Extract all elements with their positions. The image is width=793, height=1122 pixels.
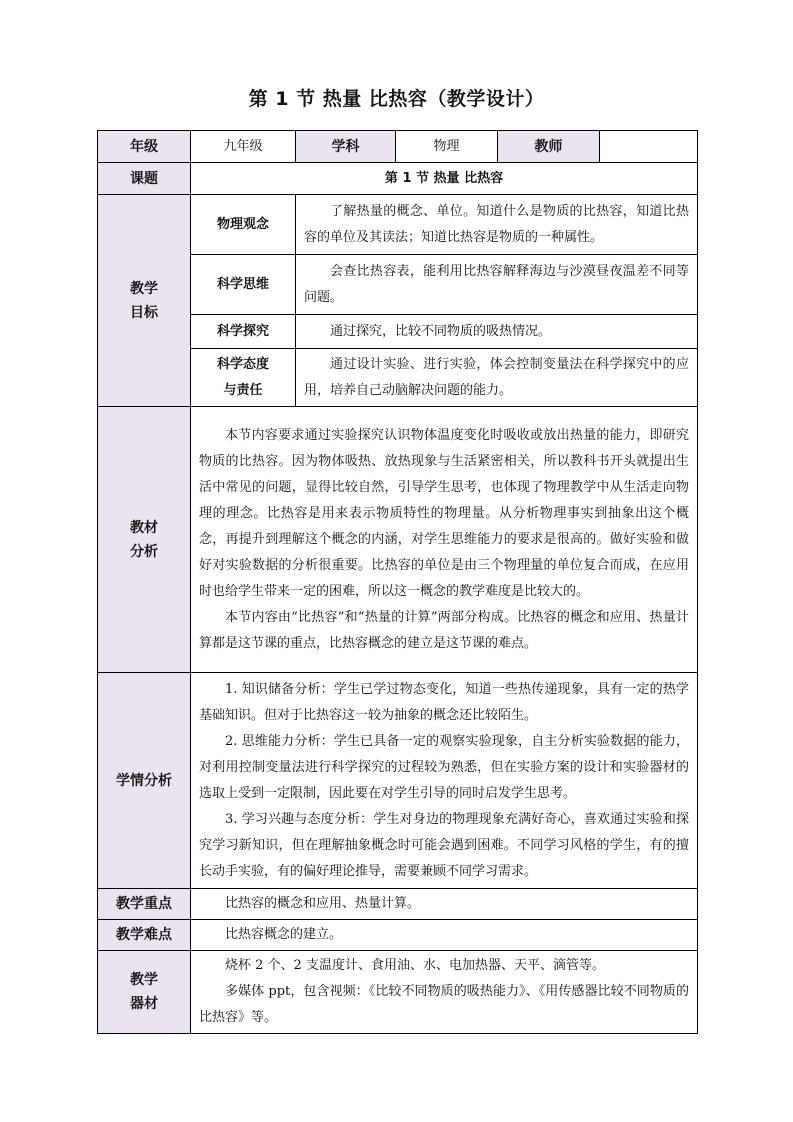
grade-value: 九年级	[191, 131, 296, 163]
teacher-value	[600, 131, 698, 163]
equipment-label-line2: 器材	[130, 996, 158, 1012]
material-label	[98, 407, 191, 673]
material-label-line2: 分析	[130, 543, 158, 560]
goal-text	[296, 315, 698, 349]
difficulty-row	[98, 920, 698, 951]
equipment-label	[98, 951, 191, 1034]
key-point-value: 比热容的概念和应用、热量计算。	[225, 896, 421, 911]
goal-row	[98, 195, 698, 255]
page-title: 第 1 节 热量 比热容（教学设计）	[248, 88, 545, 110]
topic-label: 课题	[98, 163, 191, 195]
equipment-paragraph: 烧杯 2 个、2 支温度计、食用油、水、电加热器、天平、滴管等。	[225, 958, 605, 973]
header-row	[98, 131, 698, 163]
teacher-label: 教师	[498, 131, 600, 163]
difficulty-value: 比热容概念的建立。	[225, 927, 343, 942]
goals-label	[98, 195, 191, 407]
goal-name	[191, 349, 296, 407]
material-row	[98, 407, 698, 673]
key-point-row	[98, 889, 698, 920]
goal-text-content: 了解热量的概念、单位。知道什么是物质的比热容，知道比热容的单位及其读法；知道比热容是物质的一种属性。	[304, 203, 689, 245]
material-label-line1: 教材	[130, 519, 158, 536]
material-paragraph: 本节内容要求通过实验探究认识物体温度变化时吸收或放出热量的能力，即研究物质的比热容。因为物体吸热、放热现象与生活紧密相关，所以教科书开头就提出生活中常见的问题，显得比较自然，引导学生思考，也体现了物理教学中从生活走向物理的理念。比热容是用来表示物质特性的物理量。从分析物理事实到抽象出这个概念，再提升到理解这个概念的内涵，对学生思维能力的要求是很高的。做好实验和做好对实验数据的分析很重要。比热容的单位是由三个物理量的单位复合而成，在应用时也给学生带来一定的困难，所以这一概念的教学难度是比较大的。	[199, 427, 689, 599]
goal-text-content: 会查比热容表，能利用比热容解释海边与沙漠昼夜温差不同等问题。	[304, 263, 689, 305]
students-label: 学情分析	[98, 673, 191, 889]
goal-name	[191, 195, 296, 255]
material-paragraph: 本节内容由“比热容”和“热量的计算”两部分构成。比热容的概念和应用、热量计算都是这节课的重点，比热容概念的建立是这节课的难点。	[199, 609, 689, 651]
lesson-plan-table	[97, 130, 698, 1034]
goal-text-content: 通过探究，比较不同物质的吸热情况。	[330, 323, 552, 339]
equipment-paragraph: 多媒体 ppt，包含视频：《比较不同物质的吸热能力》、《用传感器比较不同物质的比热容》等。	[199, 984, 689, 1025]
goal-text-content: 通过设计实验、进行实验，体会控制变量法在科学探究中的应用，培养自己动脑解决问题的能力。	[304, 356, 689, 398]
goals-label-line1: 教学	[130, 280, 158, 297]
topic-value: 第 1 节 热量 比热容	[191, 163, 698, 195]
difficulty-text	[191, 920, 698, 951]
grade-label: 年级	[98, 131, 191, 163]
students-paragraph: 2. 思维能力分析：学生已具备一定的观察实验现象，自主分析实验数据的能力，对利用控制变量法进行科学探究的过程较为熟悉，但在实验方案的设计和实验器材的选取上受到一定限制，因此要在对学生引导的同时启发学生思考。	[199, 733, 689, 801]
goal-text	[296, 255, 698, 315]
subject-value: 物理	[396, 131, 498, 163]
goal-name	[191, 255, 296, 315]
topic-row	[98, 163, 698, 195]
equipment-text	[191, 951, 698, 1034]
subject-label: 学科	[296, 131, 396, 163]
key-point-label: 教学重点	[98, 889, 191, 920]
equipment-row	[98, 951, 698, 1034]
material-text	[191, 407, 698, 673]
students-paragraph: 3. 学习兴趣与态度分析：学生对身边的物理现象充满好奇心，喜欢通过实验和探究学习新知识，但在理解抽象概念时可能会遇到困难。不同学习风格的学生，有的擅长动手实验，有的偏好理论推导，需要兼顾不同学习需求。	[199, 811, 689, 879]
goal-text	[296, 349, 698, 407]
students-row	[98, 673, 698, 889]
goal-name-line1: 物理观念	[216, 216, 269, 232]
difficulty-label: 教学难点	[98, 920, 191, 951]
goal-name-line1: 科学态度	[216, 356, 269, 372]
goal-text	[296, 195, 698, 255]
goal-name	[191, 315, 296, 349]
equipment-label-line1: 教学	[130, 972, 158, 988]
students-paragraph: 1. 知识储备分析：学生已学过物态变化，知道一些热传递现象，具有一定的热学基础知识。但对于比热容这一较为抽象的概念还比较陌生。	[199, 681, 689, 723]
goal-name-line1: 科学探究	[216, 323, 269, 339]
goals-label-line2: 目标	[130, 304, 158, 321]
goal-name-line1: 科学思维	[216, 276, 269, 292]
key-point-text	[191, 889, 698, 920]
goal-name-line2: 与责任	[223, 382, 263, 398]
students-text	[191, 673, 698, 889]
